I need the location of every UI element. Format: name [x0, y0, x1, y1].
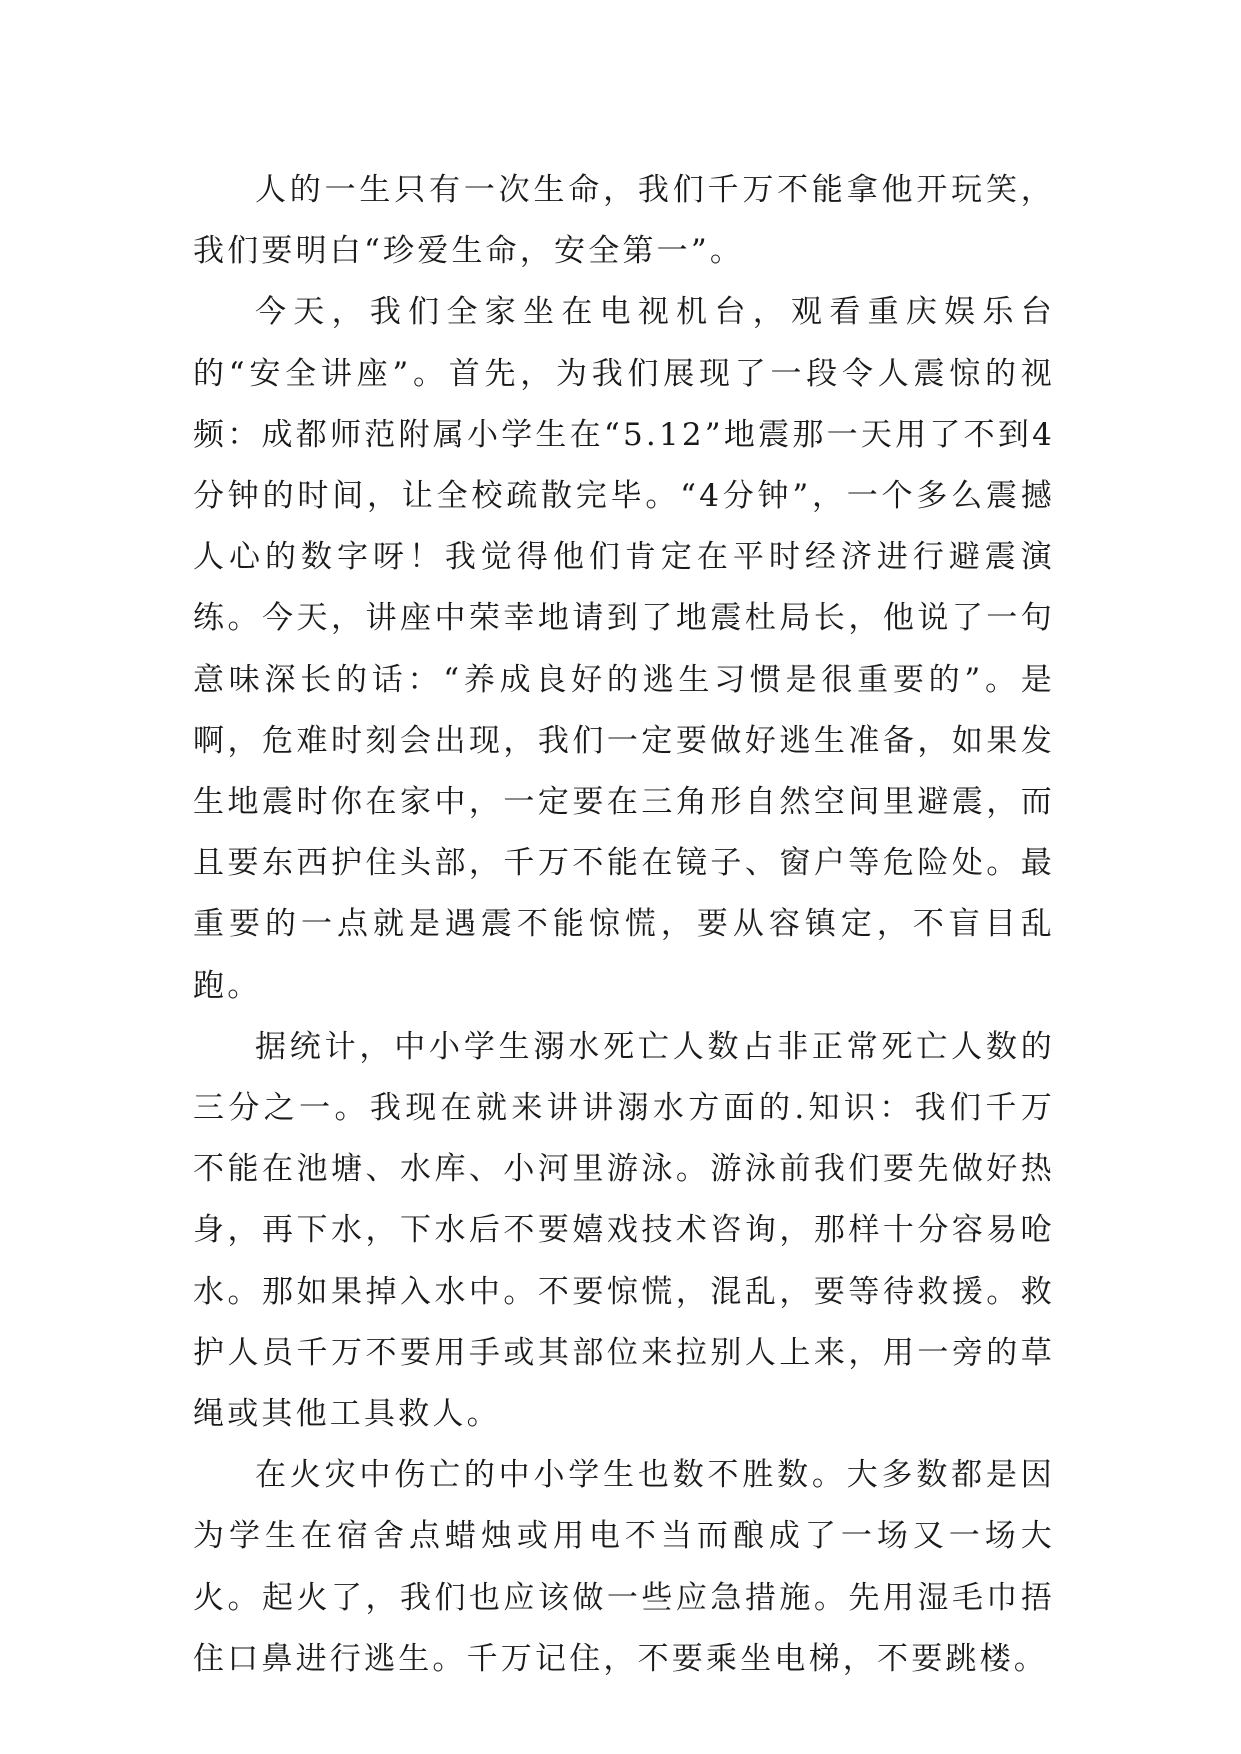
document-body	[193, 160, 1055, 1690]
paragraph-3: 据统计，中小学生溺水死亡人数占非正常死亡人数的三分之一。我现在就来讲讲溺水方面的.知识：我们千万不能在池塘、水库、小河里游泳。游泳前我们要先做好热身，再下水，下水后不要嬉戏技术咨询，那样十分容易呛水。那如果掉入水中。不要惊慌，混乱，要等待救援。救护人员千万不要用手或其部位来拉别人上来，用一旁的草绳或其他工具救人。	[193, 1028, 1055, 1433]
paragraph-2: 今天，我们全家坐在电视机台，观看重庆娱乐台的“安全讲座”。首先，为我们展现了一段令人震惊的视频：成都师范附属小学生在“5.12”地震那一天用了不到4分钟的时间，让全校疏散完毕。“4分钟”，一个多么震撼人心的数字呀！我觉得他们肯定在平时经济进行避震演练。今天，讲座中荣幸地请到了地震杜局长，他说了一句意味深长的话：“养成良好的逃生习惯是很重要的”。是啊，危难时刻会出现，我们一定要做好逃生准备，如果发生地震时你在家中，一定要在三角形自然空间里避震，而且要东西护住头部，千万不能在镜子、窗户等危险处。最重要的一点就是遇震不能惊慌，要从容镇定，不盲目乱跑。	[193, 294, 1055, 1004]
paragraph-1: 人的一生只有一次生命，我们千万不能拿他开玩笑，我们要明白“珍爱生命，安全第一”。	[193, 172, 1055, 270]
paragraph-4: 在火灾中伤亡的中小学生也数不胜数。大多数都是因为学生在宿舍点蜡烛或用电不当而酿成了一场又一场大火。起火了，我们也应该做一些应急措施。先用湿毛巾捂住口鼻进行逃生。千万记住，不要乘坐电梯，不要跳楼。	[193, 1457, 1055, 1677]
